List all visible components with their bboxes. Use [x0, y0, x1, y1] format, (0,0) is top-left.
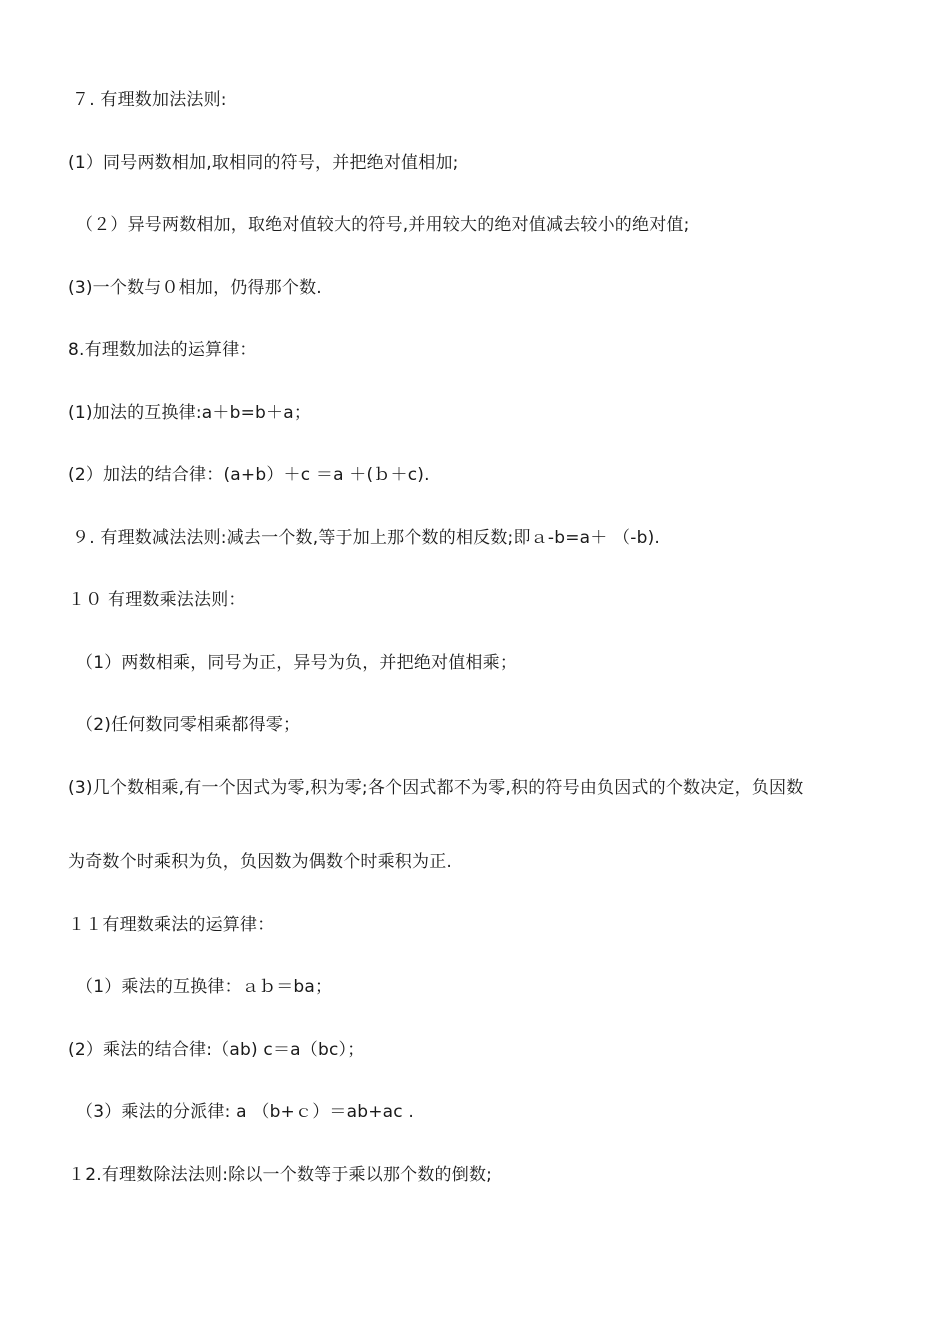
heading-subtraction-rule: ９. 有理数减法法则:减去一个数,等于加上那个数的相反数;即ａ-b=a＋ （-b).	[72, 528, 661, 548]
heading-multiplication-rule: １０ 有理数乘法法则：	[68, 590, 246, 610]
rule-line: (1）同号两数相加,取相同的符号，并把绝对值相加;	[68, 153, 459, 173]
heading-addition-laws: 8.有理数加法的运算律：	[68, 340, 257, 360]
heading-division-rule: １2.有理数除法法则:除以一个数等于乘以那个数的倒数;	[68, 1165, 493, 1185]
rule-line: (3)几个数相乘,有一个因式为零,积为零;各个因式都不为零,积的符号由负因式的个数决定，负因数	[68, 778, 804, 798]
rule-line: （２）异号两数相加，取绝对值较大的符号,并用较大的绝对值减去较小的绝对值;	[76, 215, 690, 235]
rule-line: （1）两数相乘，同号为正，异号为负，并把绝对值相乘；	[76, 653, 518, 673]
rule-line: （1）乘法的互换律：ａｂ＝ba；	[76, 977, 333, 997]
rule-line: （3）乘法的分派律: a （b+ｃ）＝ab+ac .	[76, 1102, 415, 1122]
rule-line: (2）加法的结合律：(a+b）＋c ＝a ＋(ｂ＋c).	[68, 465, 430, 485]
rule-line: (3)一个数与０相加，仍得那个数.	[68, 278, 322, 298]
rule-line: （2)任何数同零相乘都得零；	[76, 715, 301, 735]
heading-multiplication-laws: １１有理数乘法的运算律：	[68, 915, 275, 935]
rule-line: (1)加法的互换律:a＋b=b＋a；	[68, 403, 312, 423]
rule-line-continued: 为奇数个时乘积为负，负因数为偶数个时乘积为正.	[68, 852, 453, 872]
rule-line: (2）乘法的结合律:（ab) c＝a（bc）；	[68, 1040, 365, 1060]
heading-addition-rule: ７. 有理数加法法则:	[72, 90, 227, 110]
